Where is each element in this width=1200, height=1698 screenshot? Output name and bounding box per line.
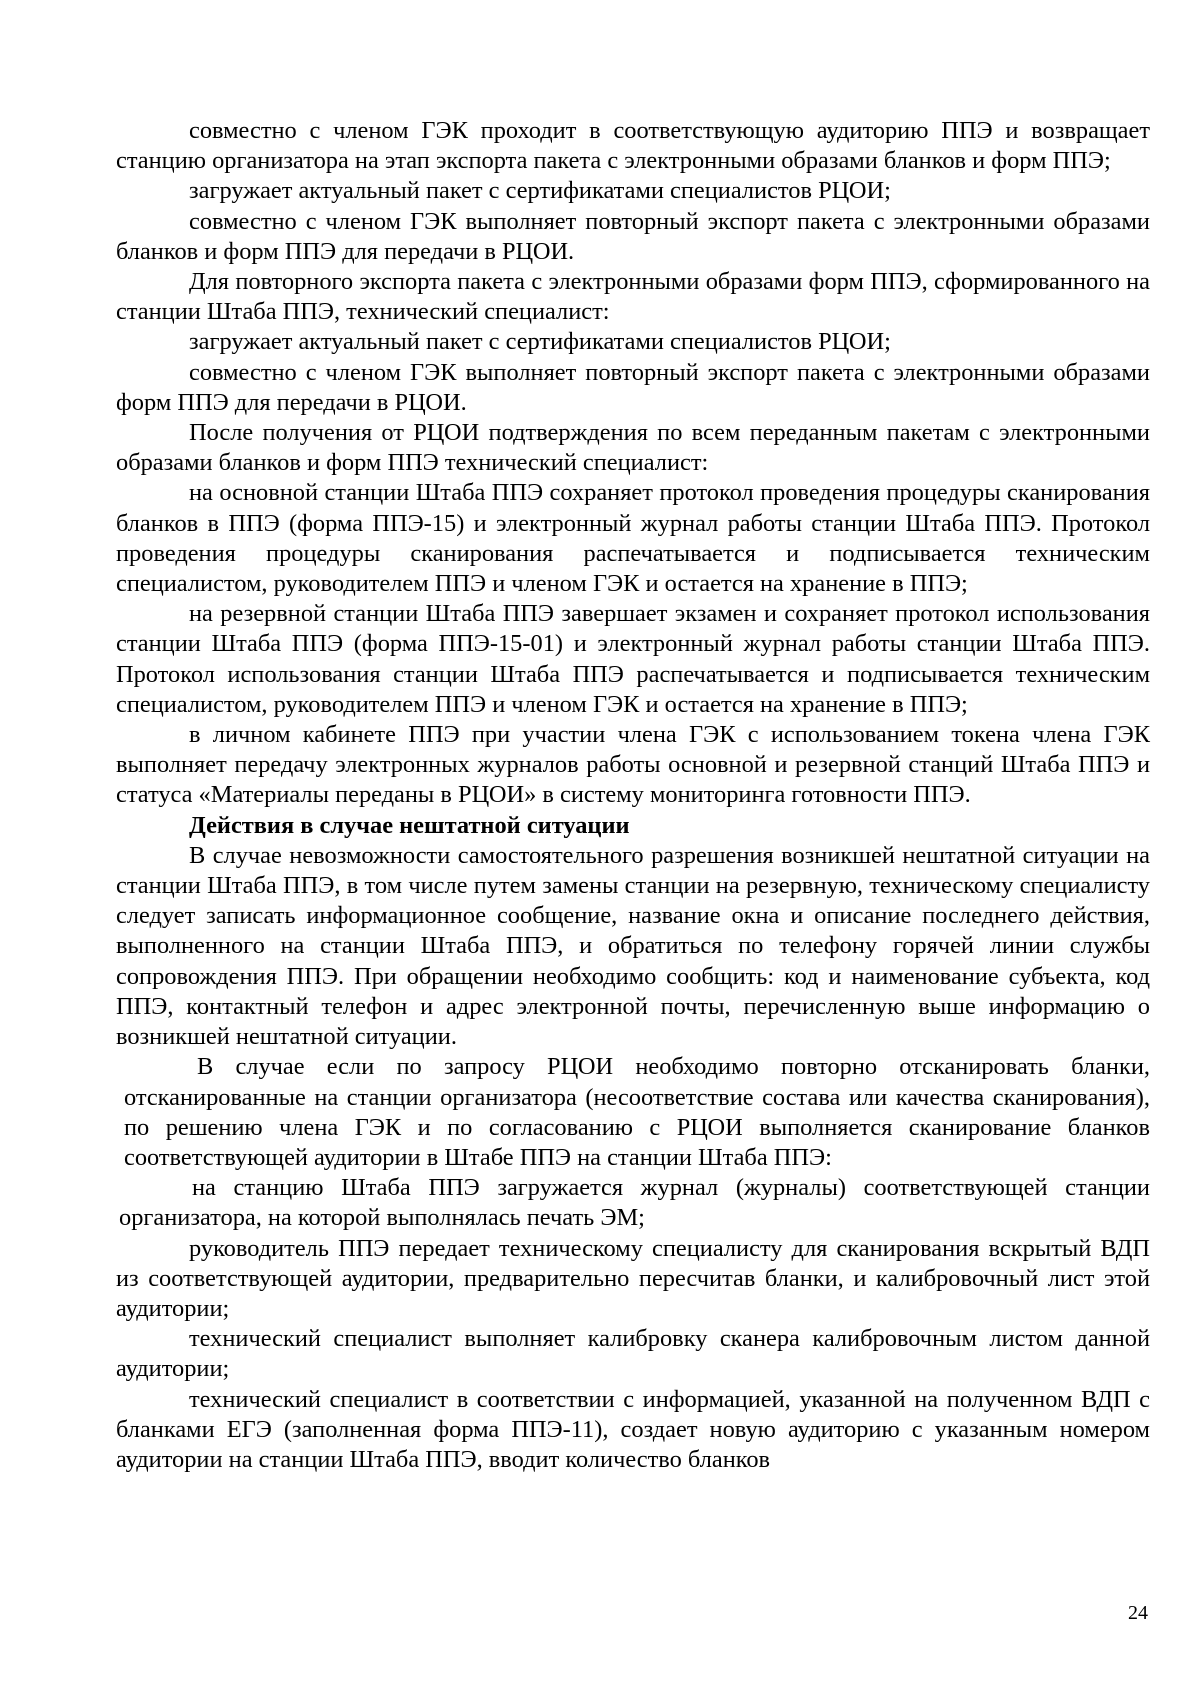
paragraph-16: технический специалист выполняет калибровку сканера калибровочным листом данной аудитории; (116, 1325, 1150, 1383)
section-heading: Действия в случае нештатной ситуации (189, 811, 630, 839)
document-body (116, 116, 1150, 1475)
paragraph-13: В случае если по запросу РЦОИ необходимо повторно отсканировать бланки, отсканированные на станции организатора (несоответствие состава или качества сканирования), по решению члена ГЭК и по согласованию с РЦОИ выполняется сканирование бланков соответствующей аудитории в Штабе ППЭ на станции Штаба ППЭ: (124, 1053, 1150, 1171)
paragraph-7: После получения от РЦОИ подтверждения по всем переданным пакетам с электронными образами бланков и форм ППЭ технический специалист: (116, 419, 1150, 477)
paragraph-10: в личном кабинете ППЭ при участии члена ГЭК с использованием токена члена ГЭК выполняет передачу электронных журналов работы основной и резервной станций Штаба ППЭ и статуса «Материалы переданы в РЦОИ» в систему мониторинга готовности ППЭ. (116, 721, 1150, 809)
paragraph-12: В случае невозможности самостоятельного разрешения возникшей нештатной ситуации на станции Штаба ППЭ, в том числе путем замены станции на резервную, техническому специалисту следует записать информационное сообщение, название окна и описание последнего действия, выполненного на станции Штаба ППЭ, и обратиться по телефону горячей линии службы сопровождения ППЭ. При обращении необходимо сообщить: код и наименование субъекта, код ППЭ, контактный телефон и адрес электронной почты, перечисленную выше информацию о возникшей нештатной ситуации. (116, 841, 1150, 1051)
paragraph-14: на станцию Штаба ППЭ загружается журнал (журналы) соответствующей станции организатора, на которой выполнялась печать ЭМ; (119, 1174, 1150, 1232)
paragraph-2: загружает актуальный пакет с сертификатами специалистов РЦОИ; (189, 177, 891, 205)
paragraph-15: руководитель ППЭ передает техническому специалисту для сканирования вскрытый ВДП из соответствующей аудитории, предварительно пересчитав бланки, и калибровочный лист этой аудитории; (116, 1234, 1150, 1322)
page-number: 24 (1128, 1602, 1148, 1624)
paragraph-3: совместно с членом ГЭК выполняет повторный экспорт пакета с электронными образами бланков и форм ППЭ для передачи в РЦОИ. (116, 207, 1150, 265)
paragraph-5: загружает актуальный пакет с сертификатами специалистов РЦОИ; (189, 328, 891, 356)
paragraph-4: Для повторного экспорта пакета с электронными образами форм ППЭ, сформированного на станции Штаба ППЭ, технический специалист: (116, 268, 1150, 326)
paragraph-9: на резервной станции Штаба ППЭ завершает экзамен и сохраняет протокол использования станции Штаба ППЭ (форма ППЭ-15-01) и электронный журнал работы станции Штаба ППЭ. Протокол использования станции Штаба ППЭ распечатывается и подписывается техническим специалистом, руководителем ППЭ и членом ГЭК и остается на хранение в ППЭ; (116, 600, 1150, 718)
paragraph-1: совместно с членом ГЭК проходит в соответствующую аудиторию ППЭ и возвращает станцию организатора на этап экспорта пакета с электронными образами бланков и форм ППЭ; (116, 117, 1150, 175)
paragraph-17: технический специалист в соответствии с информацией, указанной на полученном ВДП с бланками ЕГЭ (заполненная форма ППЭ-11), создает новую аудиторию с указанным номером аудитории на станции Штаба ППЭ, вводит количество бланков (116, 1385, 1150, 1473)
paragraph-8: на основной станции Штаба ППЭ сохраняет протокол проведения процедуры сканирования бланков в ППЭ (форма ППЭ-15) и электронный журнал работы станции Штаба ППЭ. Протокол проведения процедуры сканирования распечатывается и подписывается техническим специалистом, руководителем ППЭ и членом ГЭК и остается на хранение в ППЭ; (116, 479, 1150, 598)
paragraph-6: совместно с членом ГЭК выполняет повторный экспорт пакета с электронными образами форм ППЭ для передачи в РЦОИ. (116, 358, 1150, 416)
